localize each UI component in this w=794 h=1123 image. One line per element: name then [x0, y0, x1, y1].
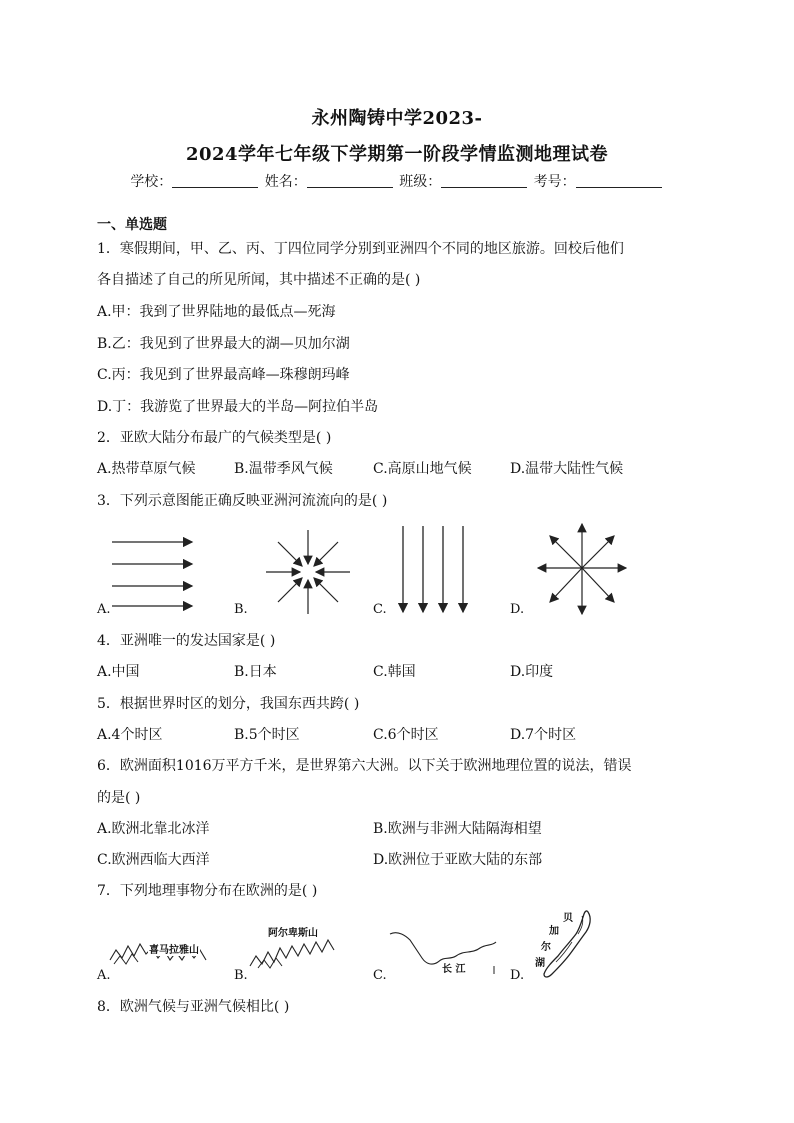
q6-stem-line1: 6．欧洲面积1016万平方千米，是世界第六大洲。以下关于欧洲地理位置的说法，错误 [97, 758, 632, 774]
q2-option-b[interactable]: B.温带季风气候 [234, 461, 333, 477]
q4-option-d[interactable]: D.印度 [510, 664, 554, 680]
q4-option-a[interactable]: A.中国 [97, 664, 140, 680]
q3-option-c[interactable]: C. [373, 602, 387, 617]
q6-option-a[interactable]: A.欧洲北靠北冰洋 [97, 821, 210, 837]
q2-option-d[interactable]: D.温带大陆性气候 [510, 461, 624, 477]
q6-option-d[interactable]: D.欧洲位于亚欧大陆的东部 [373, 852, 543, 868]
q2-option-a[interactable]: A.热带草原气候 [97, 461, 196, 477]
title-line-2: 2024学年七年级下学期第一阶段学情监测地理试卷 [185, 144, 609, 165]
q7-option-a[interactable]: A. [97, 968, 111, 983]
q7-image-a-label: 喜马拉雅山 [148, 941, 200, 956]
q3-option-a[interactable]: A. [97, 602, 111, 617]
q7-image-d-label-2: 加 [549, 926, 559, 937]
q7-image-b-alps [248, 922, 340, 970]
q7-image-d-label-4: 湖 [535, 958, 545, 969]
q1-option-c[interactable]: C.丙：我见到了世界最高峰—珠穆朗玛峰 [97, 367, 350, 383]
q7-image-c-label: 长 江 [442, 964, 466, 975]
section-title: 一、单选题 [97, 217, 167, 233]
mountain-icon [248, 922, 340, 970]
q1-option-d[interactable]: D.丁：我游览了世界最大的半岛—阿拉伯半岛 [97, 399, 379, 415]
q3-option-d[interactable]: D. [510, 602, 525, 617]
q5-option-a[interactable]: A.4个时区 [97, 727, 163, 743]
q5-option-b[interactable]: B.5个时区 [234, 727, 300, 743]
q3-diagram-b-converging-arrows [262, 526, 354, 618]
class-label: 班级： [399, 174, 442, 190]
q7-option-b[interactable]: B. [234, 968, 248, 983]
q3-diagram-d-radiating-arrows [536, 520, 628, 620]
q7-image-a-himalaya [108, 920, 212, 970]
q7-image-b-label: 阿尔卑斯山 [268, 928, 318, 939]
q7-stem: 7．下列地理事物分布在欧洲的是( ) [97, 883, 318, 899]
q5-stem: 5．根据世界时区的划分，我国东西共跨( ) [97, 696, 360, 712]
name-label: 姓名： [264, 174, 307, 190]
q6-option-b[interactable]: B.欧洲与非洲大陆隔海相望 [373, 821, 542, 837]
q2-stem: 2．亚欧大陆分布最广的气候类型是( ) [97, 430, 332, 446]
student-info-row [0, 171, 794, 191]
q6-stem-line2: 的是( ) [97, 790, 141, 806]
q2-option-c[interactable]: C.高原山地气候 [373, 461, 472, 477]
q7-image-c-yangtze [388, 926, 500, 976]
q7-image-d-baikal [530, 908, 596, 982]
q3-diagram-a-parallel-right-arrows [108, 532, 198, 614]
title-line-1: 永州陶铸中学2023- [311, 108, 483, 129]
q1-option-b[interactable]: B.乙：我见到了世界最大的湖—贝加尔湖 [97, 336, 350, 352]
q5-option-c[interactable]: C.6个时区 [373, 727, 439, 743]
exam-number-label: 考号： [533, 174, 576, 190]
q1-option-a[interactable]: A.甲：我到了世界陆地的最低点—死海 [97, 304, 336, 320]
q7-option-c[interactable]: C. [373, 968, 387, 983]
q8-stem: 8．欧洲气候与亚洲气候相比( ) [97, 999, 290, 1015]
q6-option-c[interactable]: C.欧洲西临大西洋 [97, 852, 210, 868]
q3-option-b[interactable]: B. [234, 602, 248, 617]
q4-option-b[interactable]: B.日本 [234, 664, 277, 680]
q4-option-c[interactable]: C.韩国 [373, 664, 416, 680]
q7-image-d-label-1: 贝 [563, 913, 573, 924]
q1-stem-line2: 各自描述了自己的所见所闻，其中描述不正确的是( ) [97, 272, 421, 288]
q5-option-d[interactable]: D.7个时区 [510, 727, 577, 743]
q3-stem: 3．下列示意图能正确反映亚洲河流流向的是( ) [97, 493, 388, 509]
q3-diagram-c-parallel-down-arrows [393, 524, 473, 616]
exam-number-blank[interactable] [576, 173, 662, 188]
q4-stem: 4．亚洲唯一的发达国家是( ) [97, 633, 276, 649]
school-label: 学校： [130, 174, 173, 190]
q7-option-d[interactable]: D. [510, 968, 525, 983]
q1-stem-line1: 1．寒假期间，甲、乙、丙、丁四位同学分别到亚洲四个不同的地区旅游。回校后他们 [97, 241, 624, 257]
q7-image-d-label-3: 尔 [541, 942, 551, 953]
name-blank[interactable] [307, 173, 393, 188]
school-blank[interactable] [172, 173, 258, 188]
class-blank[interactable] [441, 173, 527, 188]
